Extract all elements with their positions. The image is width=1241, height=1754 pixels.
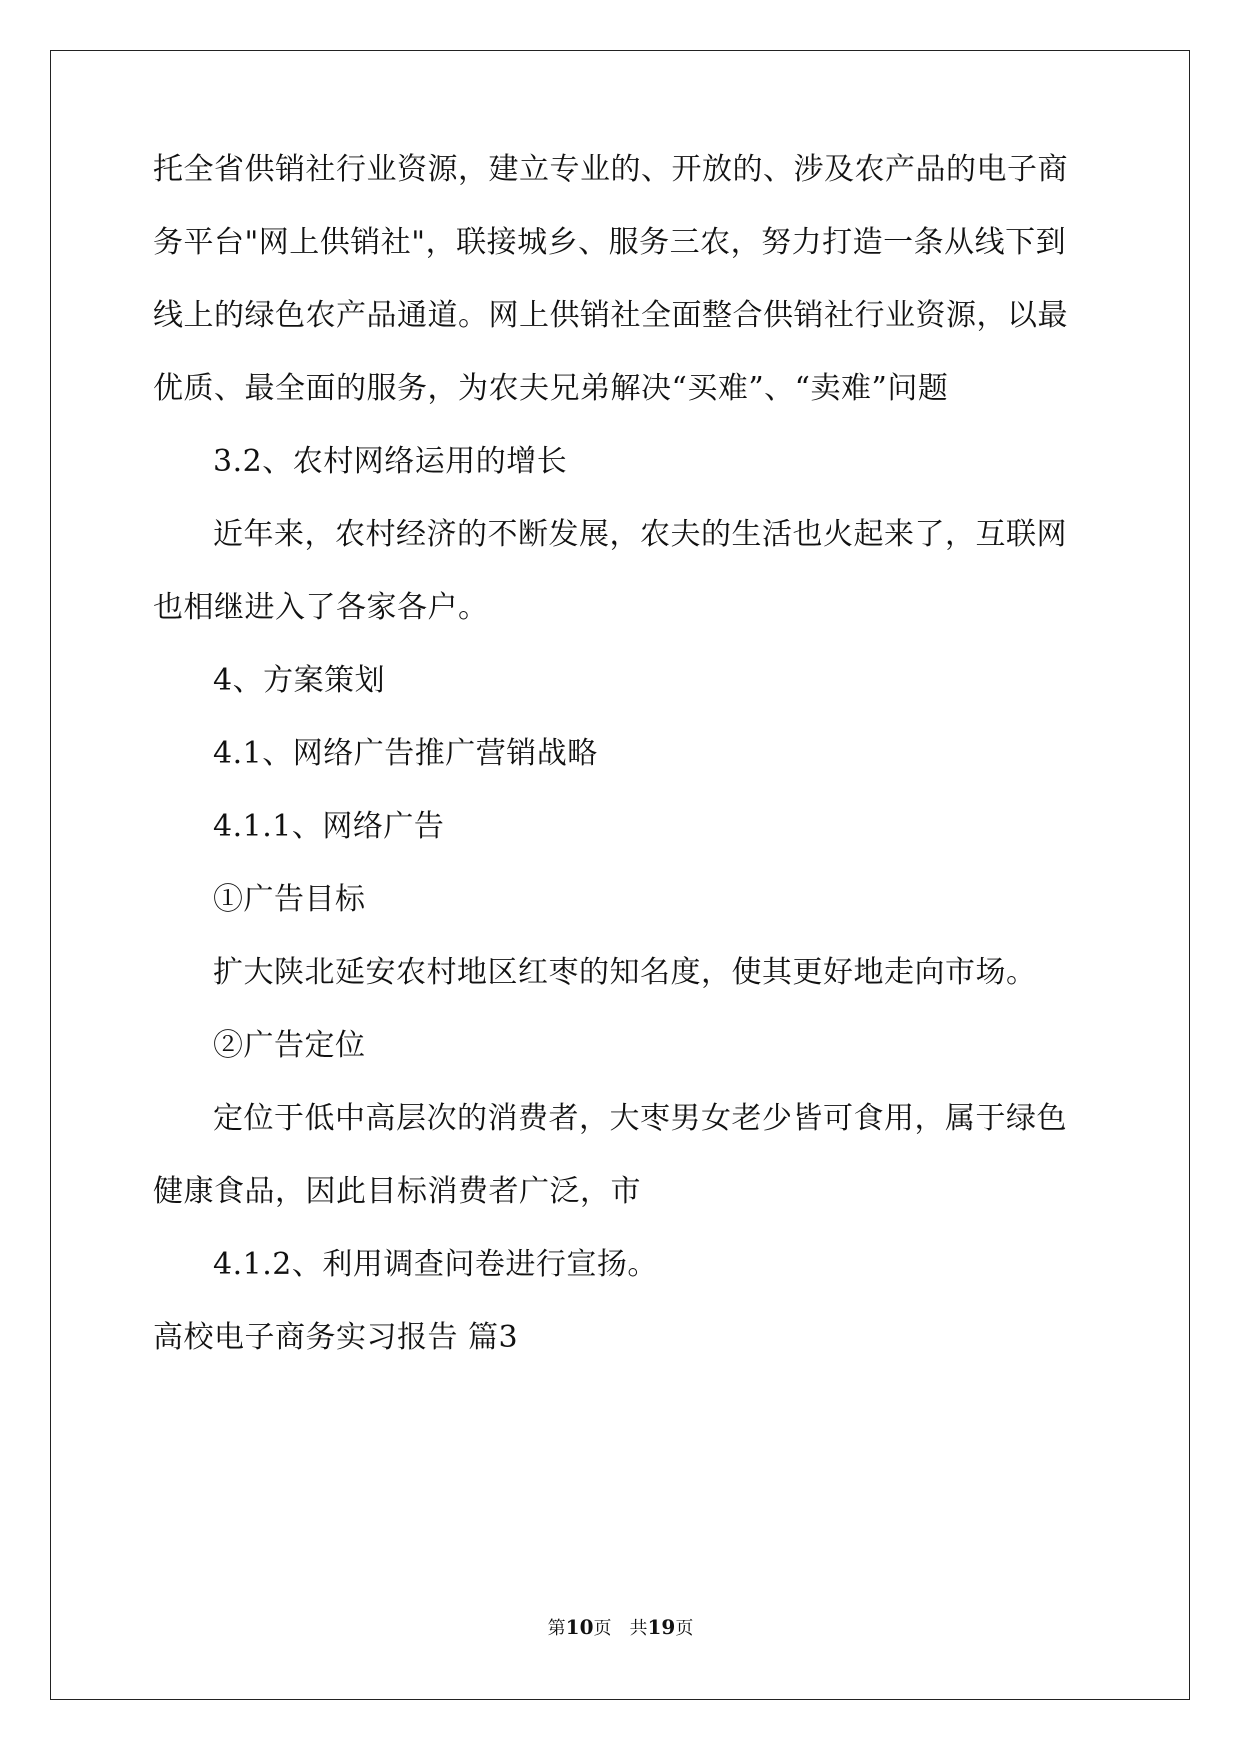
- section-heading: 4.1、网络广告推广营销战略: [213, 736, 598, 771]
- page-footer: [0, 1615, 1241, 1641]
- section-heading: 4.1.1、网络广告: [213, 809, 445, 844]
- total-suffix: 页: [675, 1618, 694, 1639]
- subsection-label: ②广告定位: [213, 1028, 366, 1063]
- body-text-line: 务平台"网上供销社"，联接城乡、服务三农，努力打造一条从线下到: [153, 225, 1067, 260]
- total-pages: 19: [647, 1615, 676, 1639]
- body-text-line: 也相继进入了各家各户。: [153, 590, 489, 625]
- section-heading: 3.2、农村网络运用的增长: [213, 444, 568, 479]
- body-text-line: 定位于低中高层次的消费者，大枣男女老少皆可食用，属于绿色: [213, 1101, 1067, 1136]
- page-number: 10: [565, 1615, 594, 1639]
- page-suffix: 页: [593, 1618, 612, 1639]
- article-title: 高校电子商务实习报告 篇3: [153, 1320, 519, 1355]
- body-text-line: 优质、最全面的服务，为农夫兄弟解决“买难”、“卖难”问题: [153, 371, 949, 406]
- page-prefix: 第: [547, 1618, 566, 1639]
- body-text-line: 线上的绿色农产品通道。网上供销社全面整合供销社行业资源，以最: [153, 298, 1068, 333]
- subsection-label: ①广告目标: [213, 882, 366, 917]
- total-prefix: 共: [629, 1618, 648, 1639]
- body-text-line: 近年来，农村经济的不断发展，农夫的生活也火起来了，互联网: [213, 517, 1067, 552]
- body-text-line: 托全省供销社行业资源，建立专业的、开放的、涉及农产品的电子商: [153, 152, 1068, 187]
- body-text-line: 扩大陕北延安农村地区红枣的知名度，使其更好地走向市场。: [213, 955, 1037, 990]
- section-heading: 4、方案策划: [213, 663, 386, 698]
- body-text-line: 健康食品，因此目标消费者广泛，市: [153, 1174, 641, 1209]
- section-heading: 4.1.2、利用调查问卷进行宣扬。: [213, 1247, 658, 1282]
